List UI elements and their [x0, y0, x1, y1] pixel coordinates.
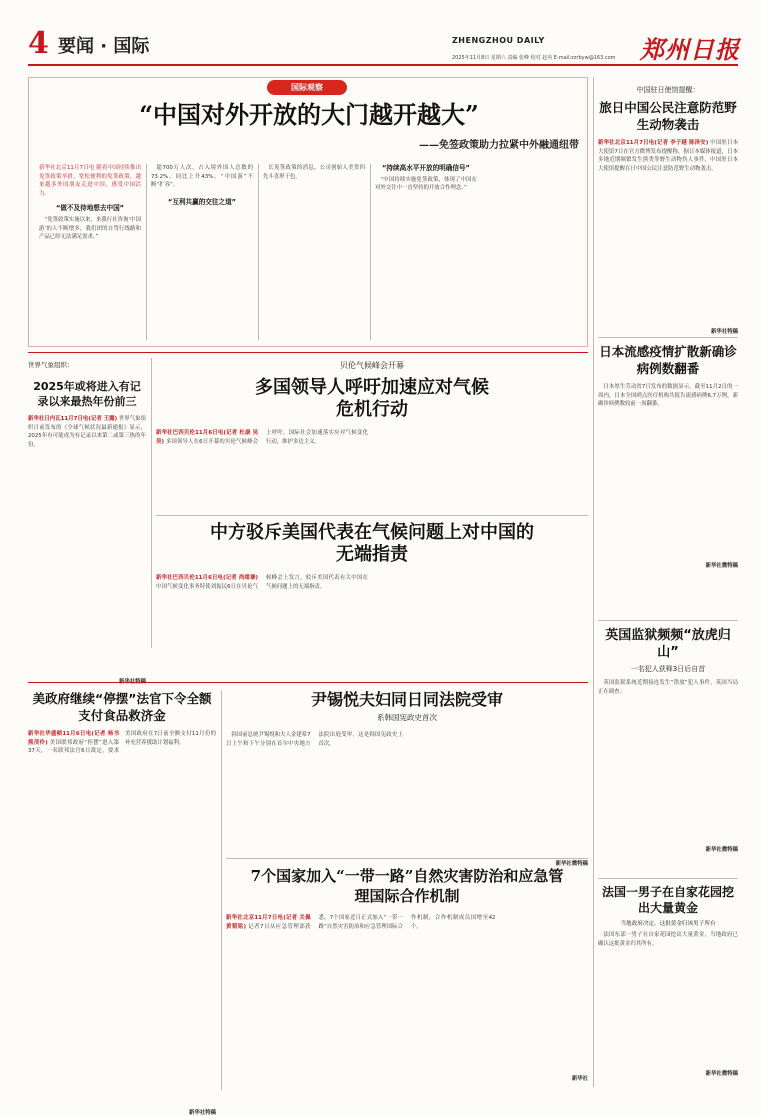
- section-name: 要闻 · 国际: [58, 36, 150, 57]
- mid-low-body: 韩国前总统尹锡悦和夫人金建希7日上午和下午分别在首尔中央地方法院出庭受审，这是韩国宪政史上首次。: [226, 732, 403, 747]
- divider: [598, 620, 738, 621]
- mid-top-body: 多国领导人在6日开幕的贝伦气候峰会上呼吁，国际社会加速落实应对气候变化行动，维护多边主义。: [165, 430, 368, 445]
- right-top-sign: 新华社特稿: [711, 329, 738, 335]
- section-rule: [28, 682, 588, 683]
- mid-low-subtitle: 系韩国宪政史首次: [377, 713, 437, 722]
- divider: [226, 858, 588, 859]
- right-mid-sign: 新华社微特稿: [705, 563, 738, 569]
- mid-low-article: [226, 690, 588, 867]
- mid-top-article: [156, 360, 588, 533]
- section-rule: [28, 352, 588, 353]
- bottom-title: 7个国家加入“一带一路”自然灾害防治和应急管理国际合作机制: [250, 867, 564, 905]
- feature-badge: 国际观察: [267, 80, 347, 95]
- right-top-article: [598, 77, 738, 335]
- right-bottom-body: 法国东部一男子在自家花园挖出大量黄金，当地政府已确认这批黄金归其所有。: [598, 932, 738, 947]
- mid-mid-body: 中国气候变化事务特使刘振民6日在贝伦气候峰会上发言，驳斥美国代表有关中国在气候问题上的无端指责。: [156, 575, 368, 590]
- col-rule: [370, 164, 371, 340]
- left-mid-byline: 新华社日内瓦11月7日电(记者 王露): [28, 416, 118, 422]
- feature-subtitle: ——免签政策助力拉紧中外融通纽带: [419, 140, 579, 151]
- mid-top-title: 多国领导人呼吁加速应对气候危机行动: [255, 377, 489, 420]
- right-bottom-sign: 新华社微特稿: [705, 1071, 738, 1077]
- page-header: [0, 0, 761, 68]
- right-low-sign: 新华社微特稿: [705, 847, 738, 853]
- feature-col2-body: 超700万人次，占入境外国人总数的73.2%，同比上升43%。“中国游”不断“扩容”。: [151, 165, 253, 189]
- right-top-title: 旅日中国公民注意防范野生动物袭击: [599, 100, 737, 132]
- left-mid-title: 2025年或将进入有记录以来最热年份前三: [33, 380, 141, 408]
- feature-col3: [263, 164, 365, 340]
- left-low-byline: 新华社华盛顿11月6日电(记者 杨书 熊茂伶): [28, 731, 119, 746]
- right-top-body: 中国驻日本大使馆7日在官方微博发布提醒称，据日本媒体报道，日本多地近期频繁发生熊类等野生动物伤人事件，中国驻日本大使馆提醒在日中国公民注意防范野生动物袭击。: [598, 140, 738, 172]
- feature-col2: [151, 164, 253, 340]
- feature-col3-body: 长免签政策的消息，公司创始人美贯四先斗喜形于色。: [263, 165, 365, 180]
- left-mid-article: [28, 360, 146, 685]
- paper-logo: 郑州日报: [640, 35, 740, 64]
- col-rule: [221, 690, 222, 1090]
- col-rule: [151, 358, 152, 648]
- col-rule: [258, 164, 259, 340]
- feature-title: “中国对外开放的大门越开越大”: [139, 100, 479, 129]
- right-bottom-title: 法国一男子在自家花园挖出大量黄金: [601, 885, 734, 915]
- feature-lead: 新华社北京11月7日电 随着中国持续推出免签政策举措，宽松便利的免签政策，越来越多外国朋友走进中国，感受中国活力。: [39, 165, 141, 197]
- mid-top-kicker: 贝伦气候峰会开幕: [340, 361, 404, 370]
- left-mid-sign: [28, 677, 146, 685]
- divider: [156, 515, 588, 516]
- col-rule: [146, 164, 147, 340]
- feature-box: [28, 77, 588, 347]
- feature-col1-subhead: “做不及待地想去中国”: [55, 204, 124, 213]
- bottom-body: 记者7日从应急管理部获悉，7个国家近日正式加入“一带一路”自然灾害防治和应急管理国际合作机制，合作机制成员国增至42个。: [248, 915, 496, 930]
- bottom-sign: 新华社: [571, 1076, 588, 1082]
- right-mid-article: [598, 343, 738, 569]
- left-mid-kicker: 世界气象组织：: [28, 361, 74, 369]
- feature-col1-body: “免签政策实施以来，来我行社咨询‘中国游’的人不断增多，我们团的自驾行线路和产品已经无法满足需求。”: [39, 216, 141, 241]
- left-mid-body: 世界气象组织日前发布的《全球气候状况最新通报》显示，2025年有可能成为有记录以来第二或第三热的年份。: [28, 416, 146, 448]
- right-bottom-subtitle: 当地政府决定，这批黄金归该男子所有: [620, 921, 716, 927]
- divider: [598, 337, 738, 338]
- paper-english-name: ZHENGZHOU DAILY: [452, 36, 545, 45]
- mid-mid-title: 中方驳斥美国代表在气候问题上对中国的无端指责: [210, 522, 534, 565]
- bottom-byline: 新华社北京11月7日电(记者 关佩 黄韬铭): [226, 915, 311, 930]
- right-mid-body: 日本厚生劳动省7日发布的数据显示，截至11月2日的一周内，日本全国哨点医疗机构共报告流感病例6.7万例，新确诊病例数较前一周翻番。: [598, 384, 738, 408]
- right-low-body: 英国监狱系统近期接连发生“错放”犯人事件，英国当局正在调查。: [598, 680, 738, 695]
- bottom-article: [226, 866, 588, 1082]
- left-low-sign: 新华社特稿: [189, 1110, 216, 1116]
- mid-mid-byline: 新华社巴西贝伦11月6日电(记者 尚绪谦): [156, 575, 258, 581]
- right-column-rule: [593, 77, 594, 1087]
- mid-low-sign: 新华社微特稿: [555, 861, 588, 867]
- feature-col2-subhead: “互利共赢的交往之道”: [167, 197, 236, 206]
- right-low-article: [598, 627, 738, 853]
- left-low-article: [28, 690, 216, 1116]
- right-bottom-article: [598, 884, 738, 1077]
- mid-mid-article: [156, 522, 588, 666]
- mid-low-title: 尹锡悦夫妇同日同法院受审: [310, 690, 503, 709]
- feature-col1: [39, 164, 141, 340]
- left-low-title: 美政府继续“停摆”法官下令全额支付食品救济金: [32, 691, 212, 723]
- page-number: 4: [28, 26, 49, 61]
- date-line: 2025年11月8日 星期六 责编 张峰 校对 赵芮 E-mail:zzrbyw@163.com: [452, 55, 616, 61]
- feature-col4: [375, 164, 477, 340]
- feature-col4-body: “中国持续实施免签政策，体现了中国在对外交往中一直坚持的开放合作理念。”: [375, 176, 477, 192]
- right-mid-title: 日本流感疫情扩散新确诊病例数翻番: [599, 344, 737, 376]
- left-low-body: 美国联邦政府“停摆”进入第37天，一名联邦法官6日裁定，要求美国政府在7日前全额支付11月份的补充营养援助计划福利。: [28, 731, 216, 755]
- header-rule: [28, 64, 738, 66]
- right-top-kicker: 中国驻日使馆提醒：: [636, 86, 700, 94]
- feature-col4-subhead: “持续高水平开放的明确信号”: [382, 164, 470, 172]
- right-low-title: 英国监狱频频“放虎归山”: [605, 628, 731, 660]
- mid-top-byline: 新华社巴西贝伦11月6日电(记者 杜康 吴昊): [156, 430, 258, 445]
- divider: [598, 878, 738, 879]
- right-low-subtitle: 一名犯人获释3日后自首: [630, 665, 706, 673]
- right-top-byline: 新华社北京11月7日电(记者 李子越 陈泽安): [598, 140, 709, 146]
